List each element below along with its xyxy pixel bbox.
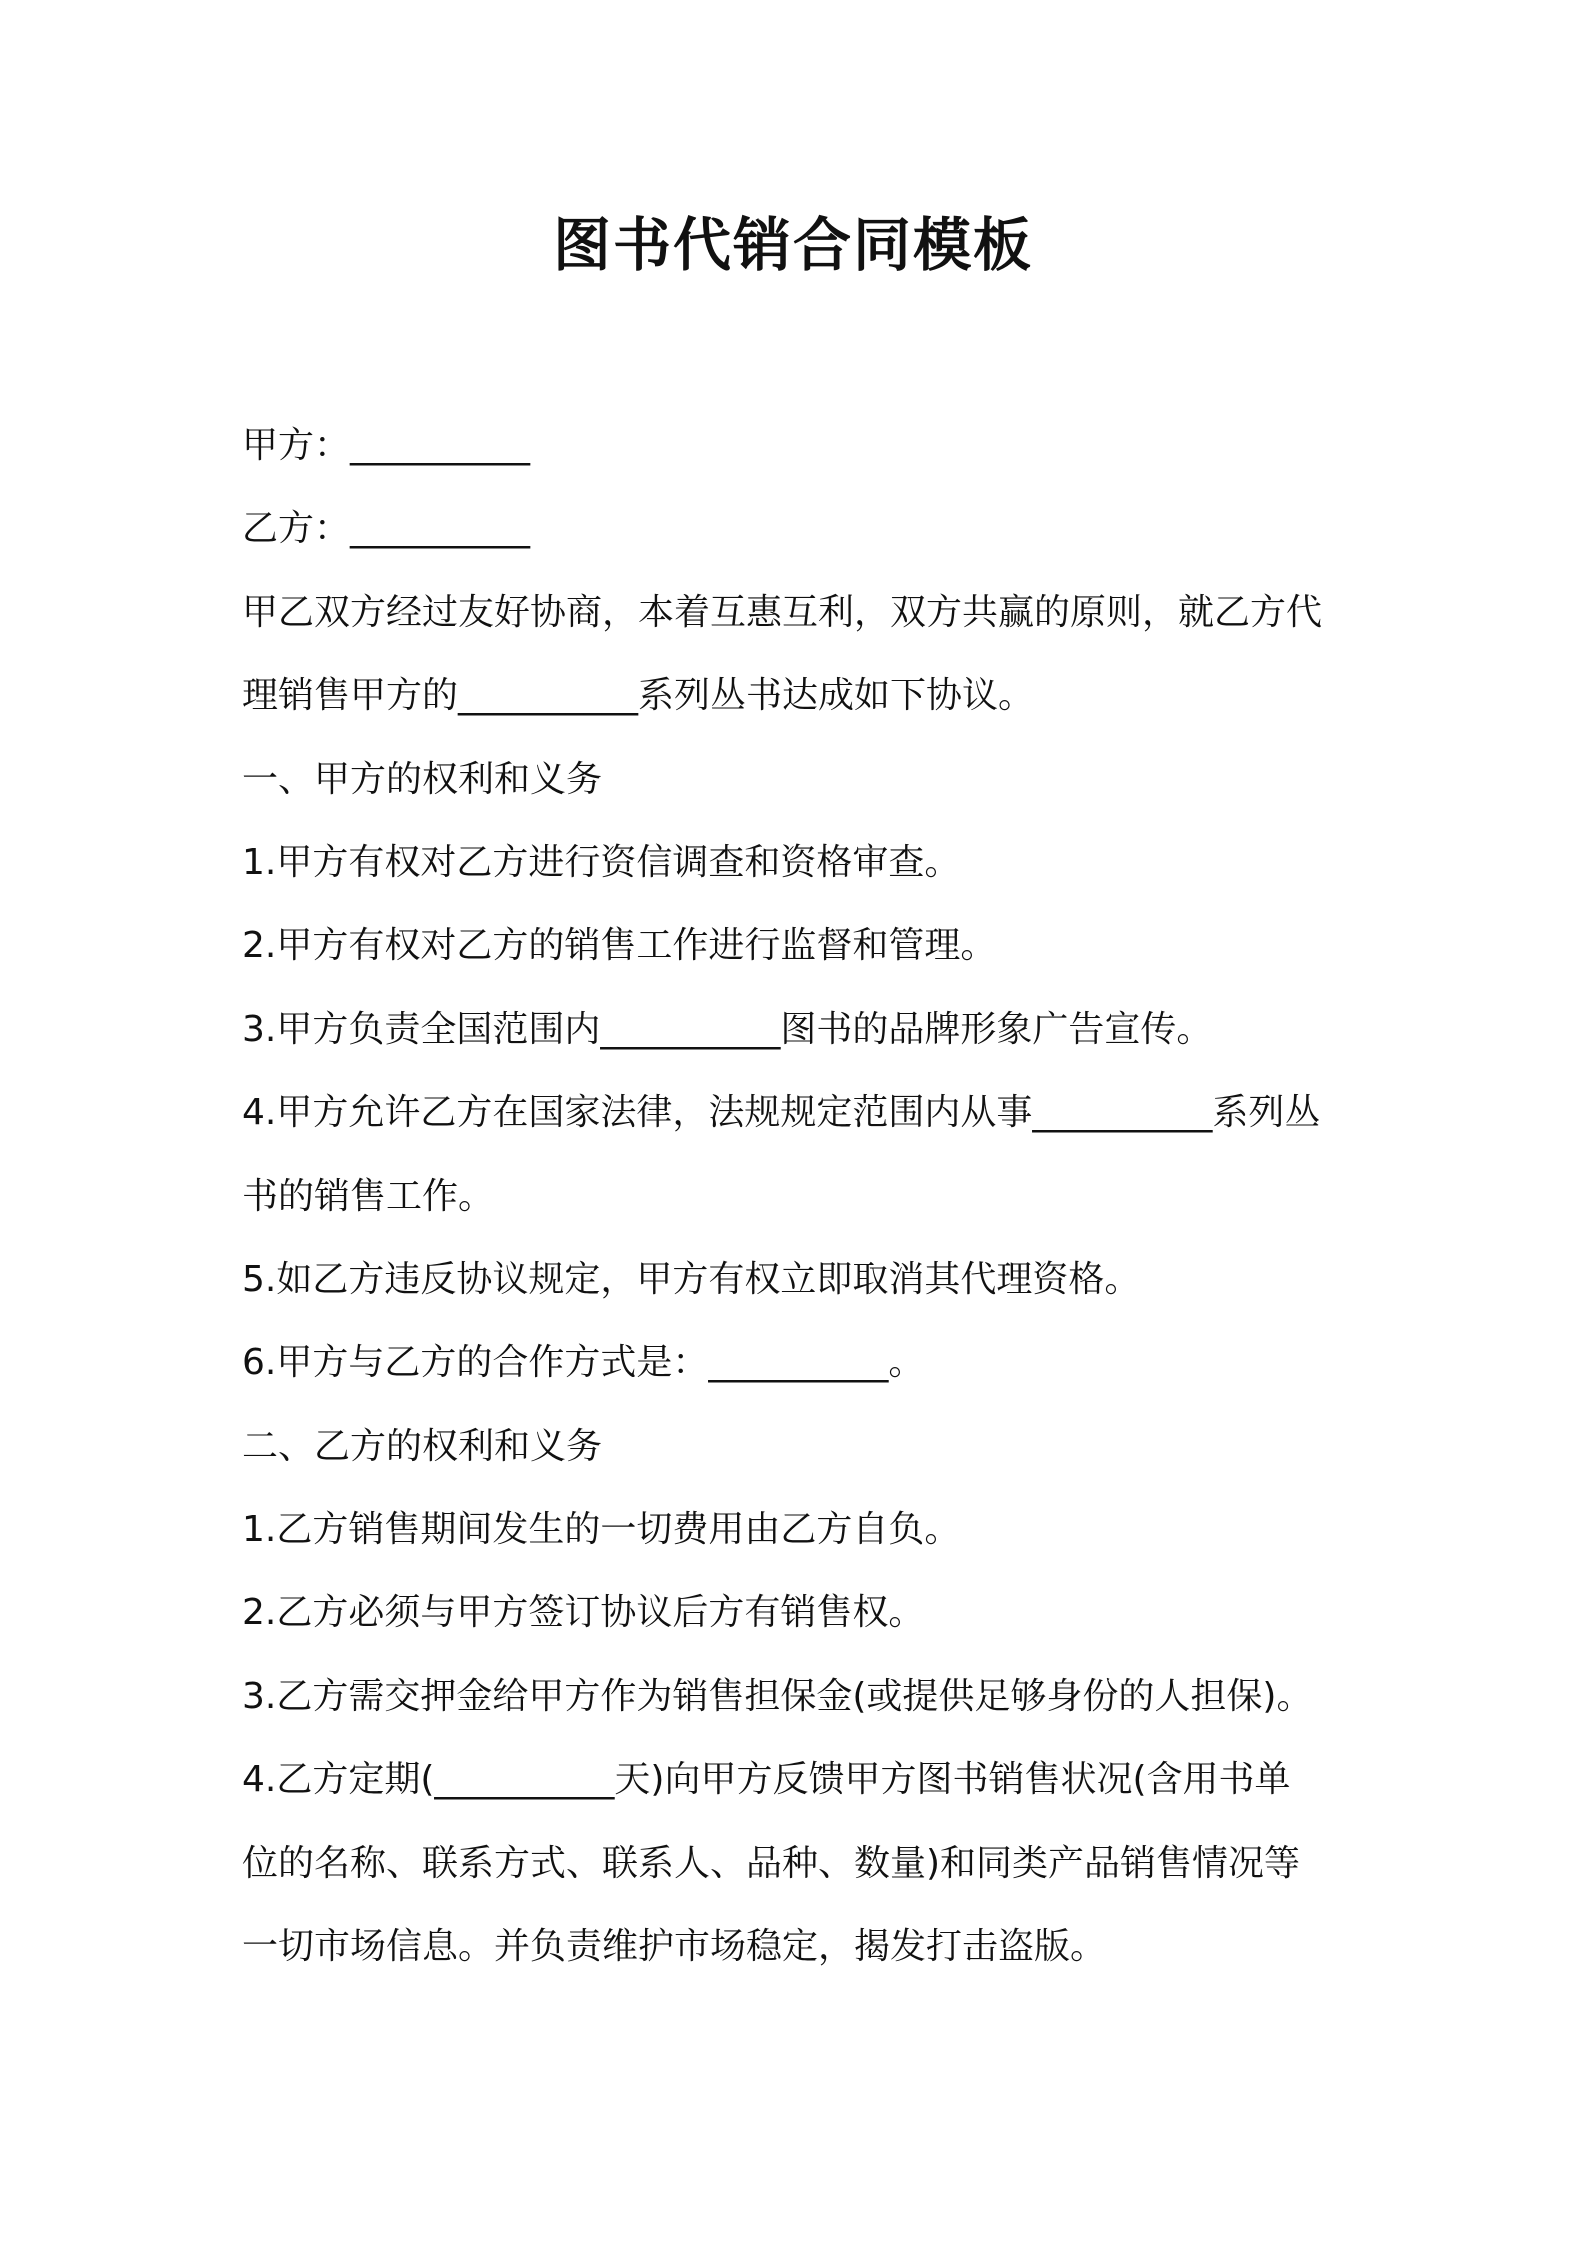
party-b-clause-2: 2.乙方必须与甲方签订协议后方有销售权。	[242, 1592, 925, 1634]
party-a-clause-1: 1.甲方有权对乙方进行资信调查和资格审查。	[242, 841, 961, 883]
party-b-line: 乙方：__________	[242, 508, 531, 550]
section-heading-party-a: 一、甲方的权利和义务	[242, 758, 603, 800]
party-b-clause-4-line-3: 一切市场信息。并负责维护市场稳定，揭发打击盗版。	[242, 1926, 1107, 1968]
document-title: 图书代销合同模板	[552, 211, 1033, 279]
party-a-clause-4-line-1: 4.甲方允许乙方在国家法律，法规规定范围内从事__________系列丛	[242, 1092, 1321, 1134]
party-a-clause-4-line-2: 书的销售工作。	[242, 1175, 495, 1217]
party-a-line: 甲方：__________	[242, 425, 531, 466]
party-a-clause-3: 3.甲方负责全国范围内__________图书的品牌形象广告宣传。	[242, 1008, 1213, 1050]
intro-line-1: 甲乙双方经过友好协商，本着互惠互利，双方共赢的原则，就乙方代	[242, 591, 1323, 633]
party-b-clause-1: 1.乙方销售期间发生的一切费用由乙方自负。	[242, 1509, 961, 1551]
party-b-clause-4-line-2: 位的名称、联系方式、联系人、品种、数量)和同类产品销售情况等	[242, 1842, 1301, 1884]
party-b-clause-4-line-1: 4.乙方定期(__________天)向甲方反馈甲方图书销售状况(含用书单	[242, 1759, 1291, 1801]
party-b-clause-3: 3.乙方需交押金给甲方作为销售担保金(或提供足够身份的人担保)。	[242, 1675, 1313, 1717]
intro-line-2: 理销售甲方的__________系列丛书达成如下协议。	[242, 675, 1035, 717]
section-heading-party-b: 二、乙方的权利和义务	[242, 1425, 603, 1467]
party-a-clause-5: 5.如乙方违反协议规定，甲方有权立即取消其代理资格。	[242, 1258, 1141, 1300]
party-a-clause-6: 6.甲方与乙方的合作方式是：__________。	[242, 1342, 925, 1384]
party-a-clause-2: 2.甲方有权对乙方的销售工作进行监督和管理。	[242, 925, 997, 967]
document-body	[242, 404, 1362, 1988]
